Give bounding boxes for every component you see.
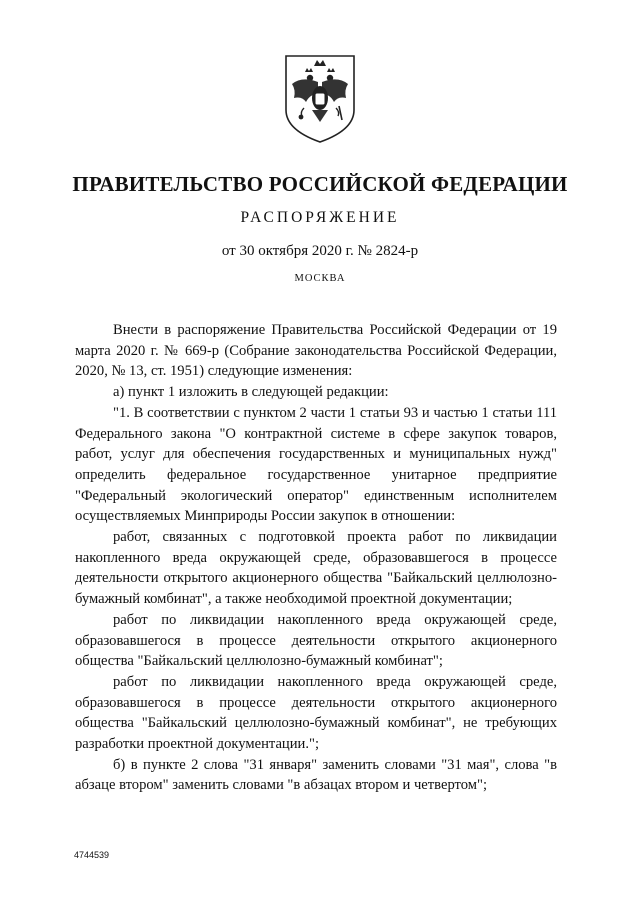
body-paragraph: б) в пункте 2 слова "31 января" заменить словами "31 мая", слова "в абзаце втором" заменить словами "в абзацах втором и четвертом";	[75, 756, 557, 794]
russian-coat-of-arms-icon	[272, 50, 368, 146]
document-type: РАСПОРЯЖЕНИЕ	[240, 209, 400, 226]
document-body	[75, 320, 557, 796]
document-city: МОСКВА	[294, 273, 346, 284]
body-paragraph: работ по ликвидации накопленного вреда окружающей среде, образовавшегося в процессе деятельности открытого акционерного общества "Байкальский целлюлозно-бумажный комбинат";	[75, 611, 557, 670]
body-paragraph: "1. В соответствии с пунктом 2 части 1 статьи 93 и частью 1 статьи 111 Федерального закона "О контрактной системе в сфере закупок товаров, работ, услуг для обеспечения государственных и муниципальных нужд" определить федеральное государственное унитарное предприятие "Федеральный экологический оператор" единственным исполнителем осуществляемых Минприроды России закупок в отношении:	[75, 404, 557, 525]
body-paragraph: работ, связанных с подготовкой проекта работ по ликвидации накопленного вреда окружающей среде, образовавшегося в процессе деятельности открытого акционерного общества "Байкальский целлюлозно-бумажный комбинат", а также необходимой проектной документации;	[75, 529, 557, 608]
footer-document-code: 4744539	[74, 850, 110, 860]
body-paragraph: Внести в распоряжение Правительства Российской Федерации от 19 марта 2020 г. № 669-р (Собрание законодательства Российской Федерации, 2020, № 13, ст. 1951) следующие изменения:	[75, 322, 557, 380]
government-title: ПРАВИТЕЛЬСТВО РОССИЙСКОЙ ФЕДЕРАЦИИ	[72, 172, 568, 196]
body-paragraph: а) пункт 1 изложить в следующей редакции:	[113, 384, 389, 401]
body-paragraph: работ по ликвидации накопленного вреда окружающей среде, образовавшегося в процессе деятельности открытого акционерного общества "Байкальский целлюлозно-бумажный комбинат", не требующих разработки проектной документации.";	[75, 673, 557, 753]
document-date-number: от 30 октября 2020 г. № 2824-р	[221, 243, 419, 259]
